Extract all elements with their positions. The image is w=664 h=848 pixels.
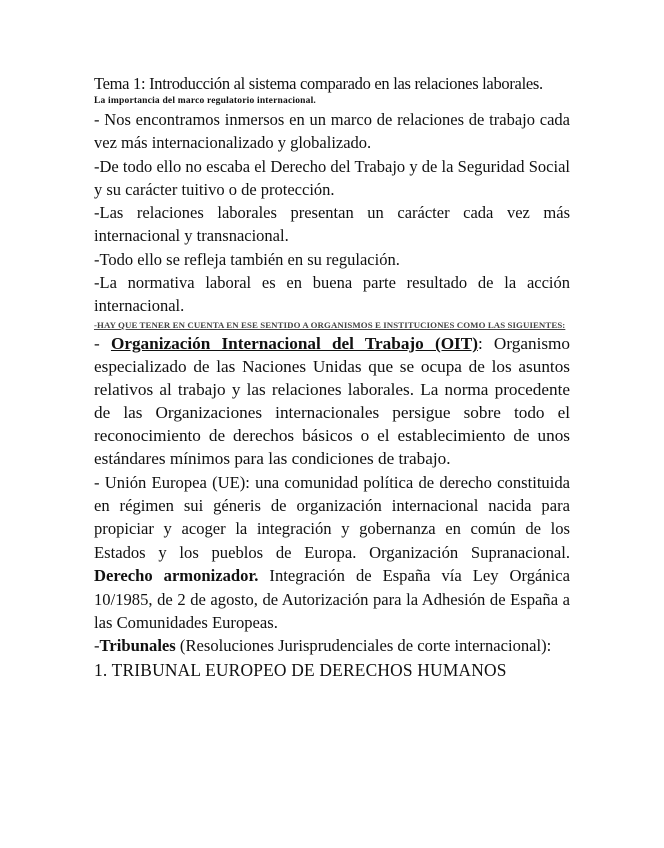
tribunales-paragraph	[94, 634, 570, 657]
bullet-paragraph: - Nos encontramos inmersos en un marco de relaciones de trabajo cada vez más internacionalizado y globalizado.	[94, 110, 570, 153]
oit-text: : Organismo especializado de las Naciones Unidas que se ocupa de los asuntos relativos al trabajo y las relaciones laborales. La norma procedente de las Organizaciones internacionales persigue sobre todo el reconocimiento de derechos básicos o el establecimiento de unos estándares mínimos para las condiciones de trabajo.	[94, 334, 570, 468]
ue-paragraph	[94, 471, 570, 635]
document-subtitle: La importancia del marco regulatorio internacional.	[94, 96, 316, 106]
bullet-paragraph: -La normativa laboral es en buena parte resultado de la acción internacional.	[94, 273, 570, 316]
oit-paragraph	[94, 333, 570, 470]
bullet-paragraph: -Las relaciones laborales presentan un carácter cada vez más internacional y transnacional.	[94, 203, 570, 246]
oit-name: Organización Internacional del Trabajo (OIT)	[110, 334, 478, 354]
bullet-paragraph: -Todo ello se refleja también en su regulación.	[94, 249, 400, 269]
institutions-note: -HAY QUE TENER EN CUENTA EN ESE SENTIDO A ORGANISMOS E INSTITUCIONES COMO LAS SIGUIENTES:	[94, 319, 566, 330]
tribunales-text: (Resoluciones Jurisprudenciales de corte internacional):	[175, 636, 552, 656]
oit-prefix: -	[94, 334, 111, 354]
bullet-paragraph: -De todo ello no escaba el Derecho del Trabajo y de la Seguridad Social y su carácter tuitivo o de protección.	[94, 156, 570, 199]
tribunales-bold-term: Tribunales	[99, 636, 176, 656]
ue-bold-term: Derecho armonizador.	[94, 566, 259, 586]
document-page	[94, 72, 570, 682]
ue-text-2: Integración de España vía Ley Orgánica 10/1985, de 2 de agosto, de Autorización para la Adhesión de España a las Comunidades Europeas.	[94, 566, 570, 633]
tedh-heading: 1. TRIBUNAL EUROPEO DE DERECHOS HUMANOS	[94, 659, 507, 680]
ue-text: - Unión Europea (UE): una comunidad política de derecho constituida en régimen sui géneris de organización internacional nacida para propiciar y acoger la integración y gobernanza en común de los Estados y los pueblos de Europa. Organización Supranacional.	[94, 472, 570, 562]
tribunales-prefix: -	[94, 636, 100, 656]
document-title: Tema 1: Introducción al sistema comparado en las relaciones laborales.	[94, 74, 543, 93]
